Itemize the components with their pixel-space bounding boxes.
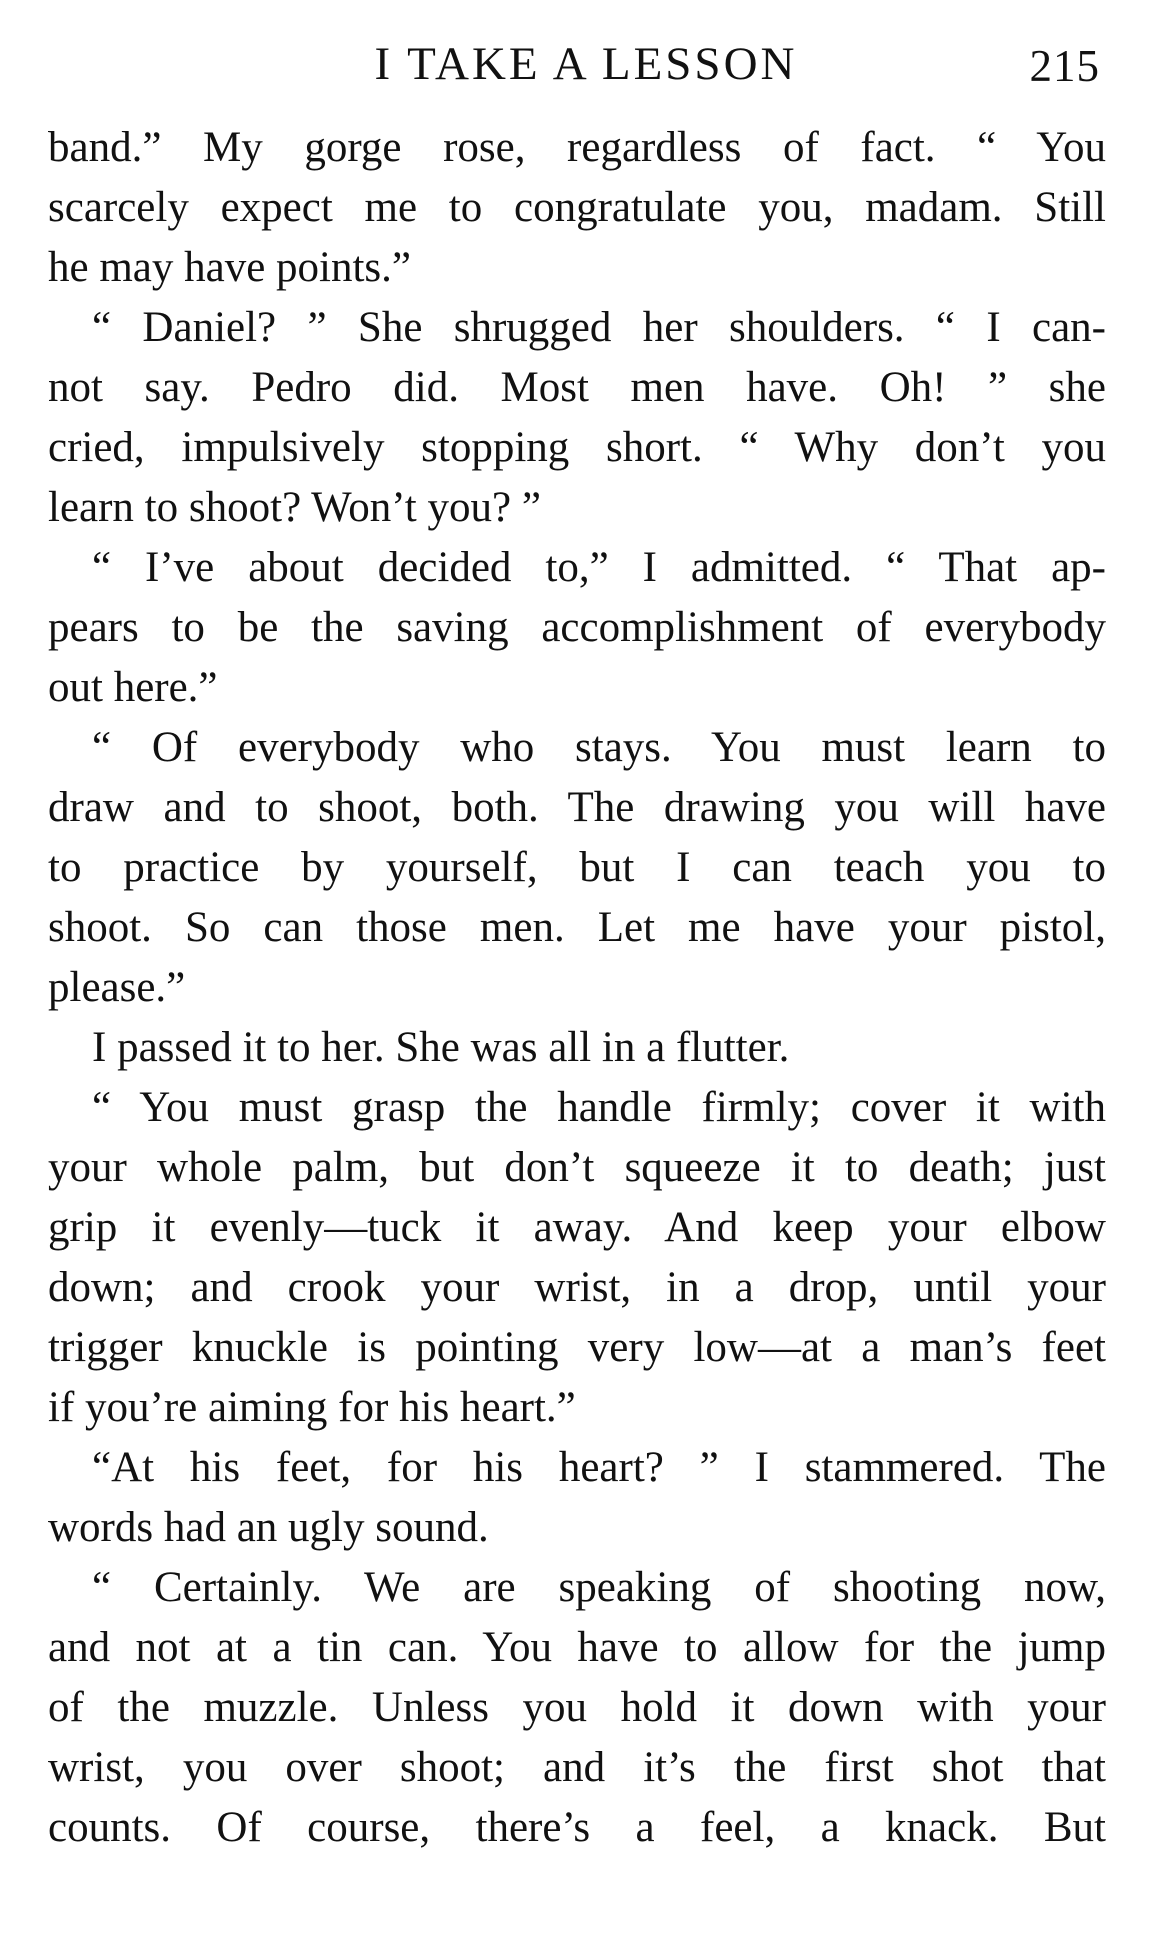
text-line: if you’re aiming for his heart.” [48, 1384, 576, 1431]
text-line: band.” My gorge rose, regardless of fact. “ You [48, 124, 1106, 171]
text-line: “ Certainly. We are speaking of shooting now, [92, 1564, 1106, 1611]
text-line: trigger knuckle is pointing very low—at a man’s feet [48, 1324, 1106, 1371]
text-line: “ Daniel? ” She shrugged her shoulders. “ I can- [92, 304, 1106, 351]
text-line: “At his feet, for his heart? ” I stammered. The [92, 1444, 1106, 1491]
text-line: draw and to shoot, both. The drawing you will have [48, 784, 1106, 831]
text-line: learn to shoot? Won’t you? ” [48, 484, 541, 531]
text-line: out here.” [48, 664, 218, 711]
text-line: he may have points.” [48, 244, 412, 291]
page-number: 215 [1029, 41, 1100, 91]
text-line: “ You must grasp the handle firmly; cover it with [92, 1084, 1106, 1131]
text-line: grip it evenly—tuck it away. And keep your elbow [48, 1204, 1106, 1251]
text-line: “ I’ve about decided to,” I admitted. “ That ap- [92, 544, 1106, 591]
text-line: “ Of everybody who stays. You must learn to [92, 724, 1106, 771]
text-line: cried, impulsively stopping short. “ Why don’t you [48, 424, 1106, 471]
page-header [0, 34, 1172, 94]
text-line: and not at a tin can. You have to allow for the jump [48, 1624, 1106, 1671]
text-line: pears to be the saving accomplishment of everybody [48, 604, 1106, 651]
running-head-title: I TAKE A LESSON [374, 38, 798, 90]
text-line: of the muzzle. Unless you hold it down with your [48, 1684, 1106, 1731]
text-line: wrist, you over shoot; and it’s the first shot that [48, 1744, 1106, 1791]
text-line: to practice by yourself, but I can teach you to [48, 844, 1106, 891]
text-line: counts. Of course, there’s a feel, a knack. But [48, 1804, 1106, 1851]
text-line: shoot. So can those men. Let me have your pistol, [48, 904, 1106, 951]
text-line: your whole palm, but don’t squeeze it to death; just [48, 1144, 1106, 1191]
text-line: please.” [48, 964, 186, 1011]
text-line: I passed it to her. She was all in a flutter. [92, 1024, 790, 1071]
body-text [48, 118, 1106, 1858]
text-line: not say. Pedro did. Most men have. Oh! ” she [48, 364, 1106, 411]
text-line: scarcely expect me to congratulate you, madam. Still [48, 184, 1106, 231]
text-line: down; and crook your wrist, in a drop, until your [48, 1264, 1106, 1311]
text-line: words had an ugly sound. [48, 1504, 489, 1551]
